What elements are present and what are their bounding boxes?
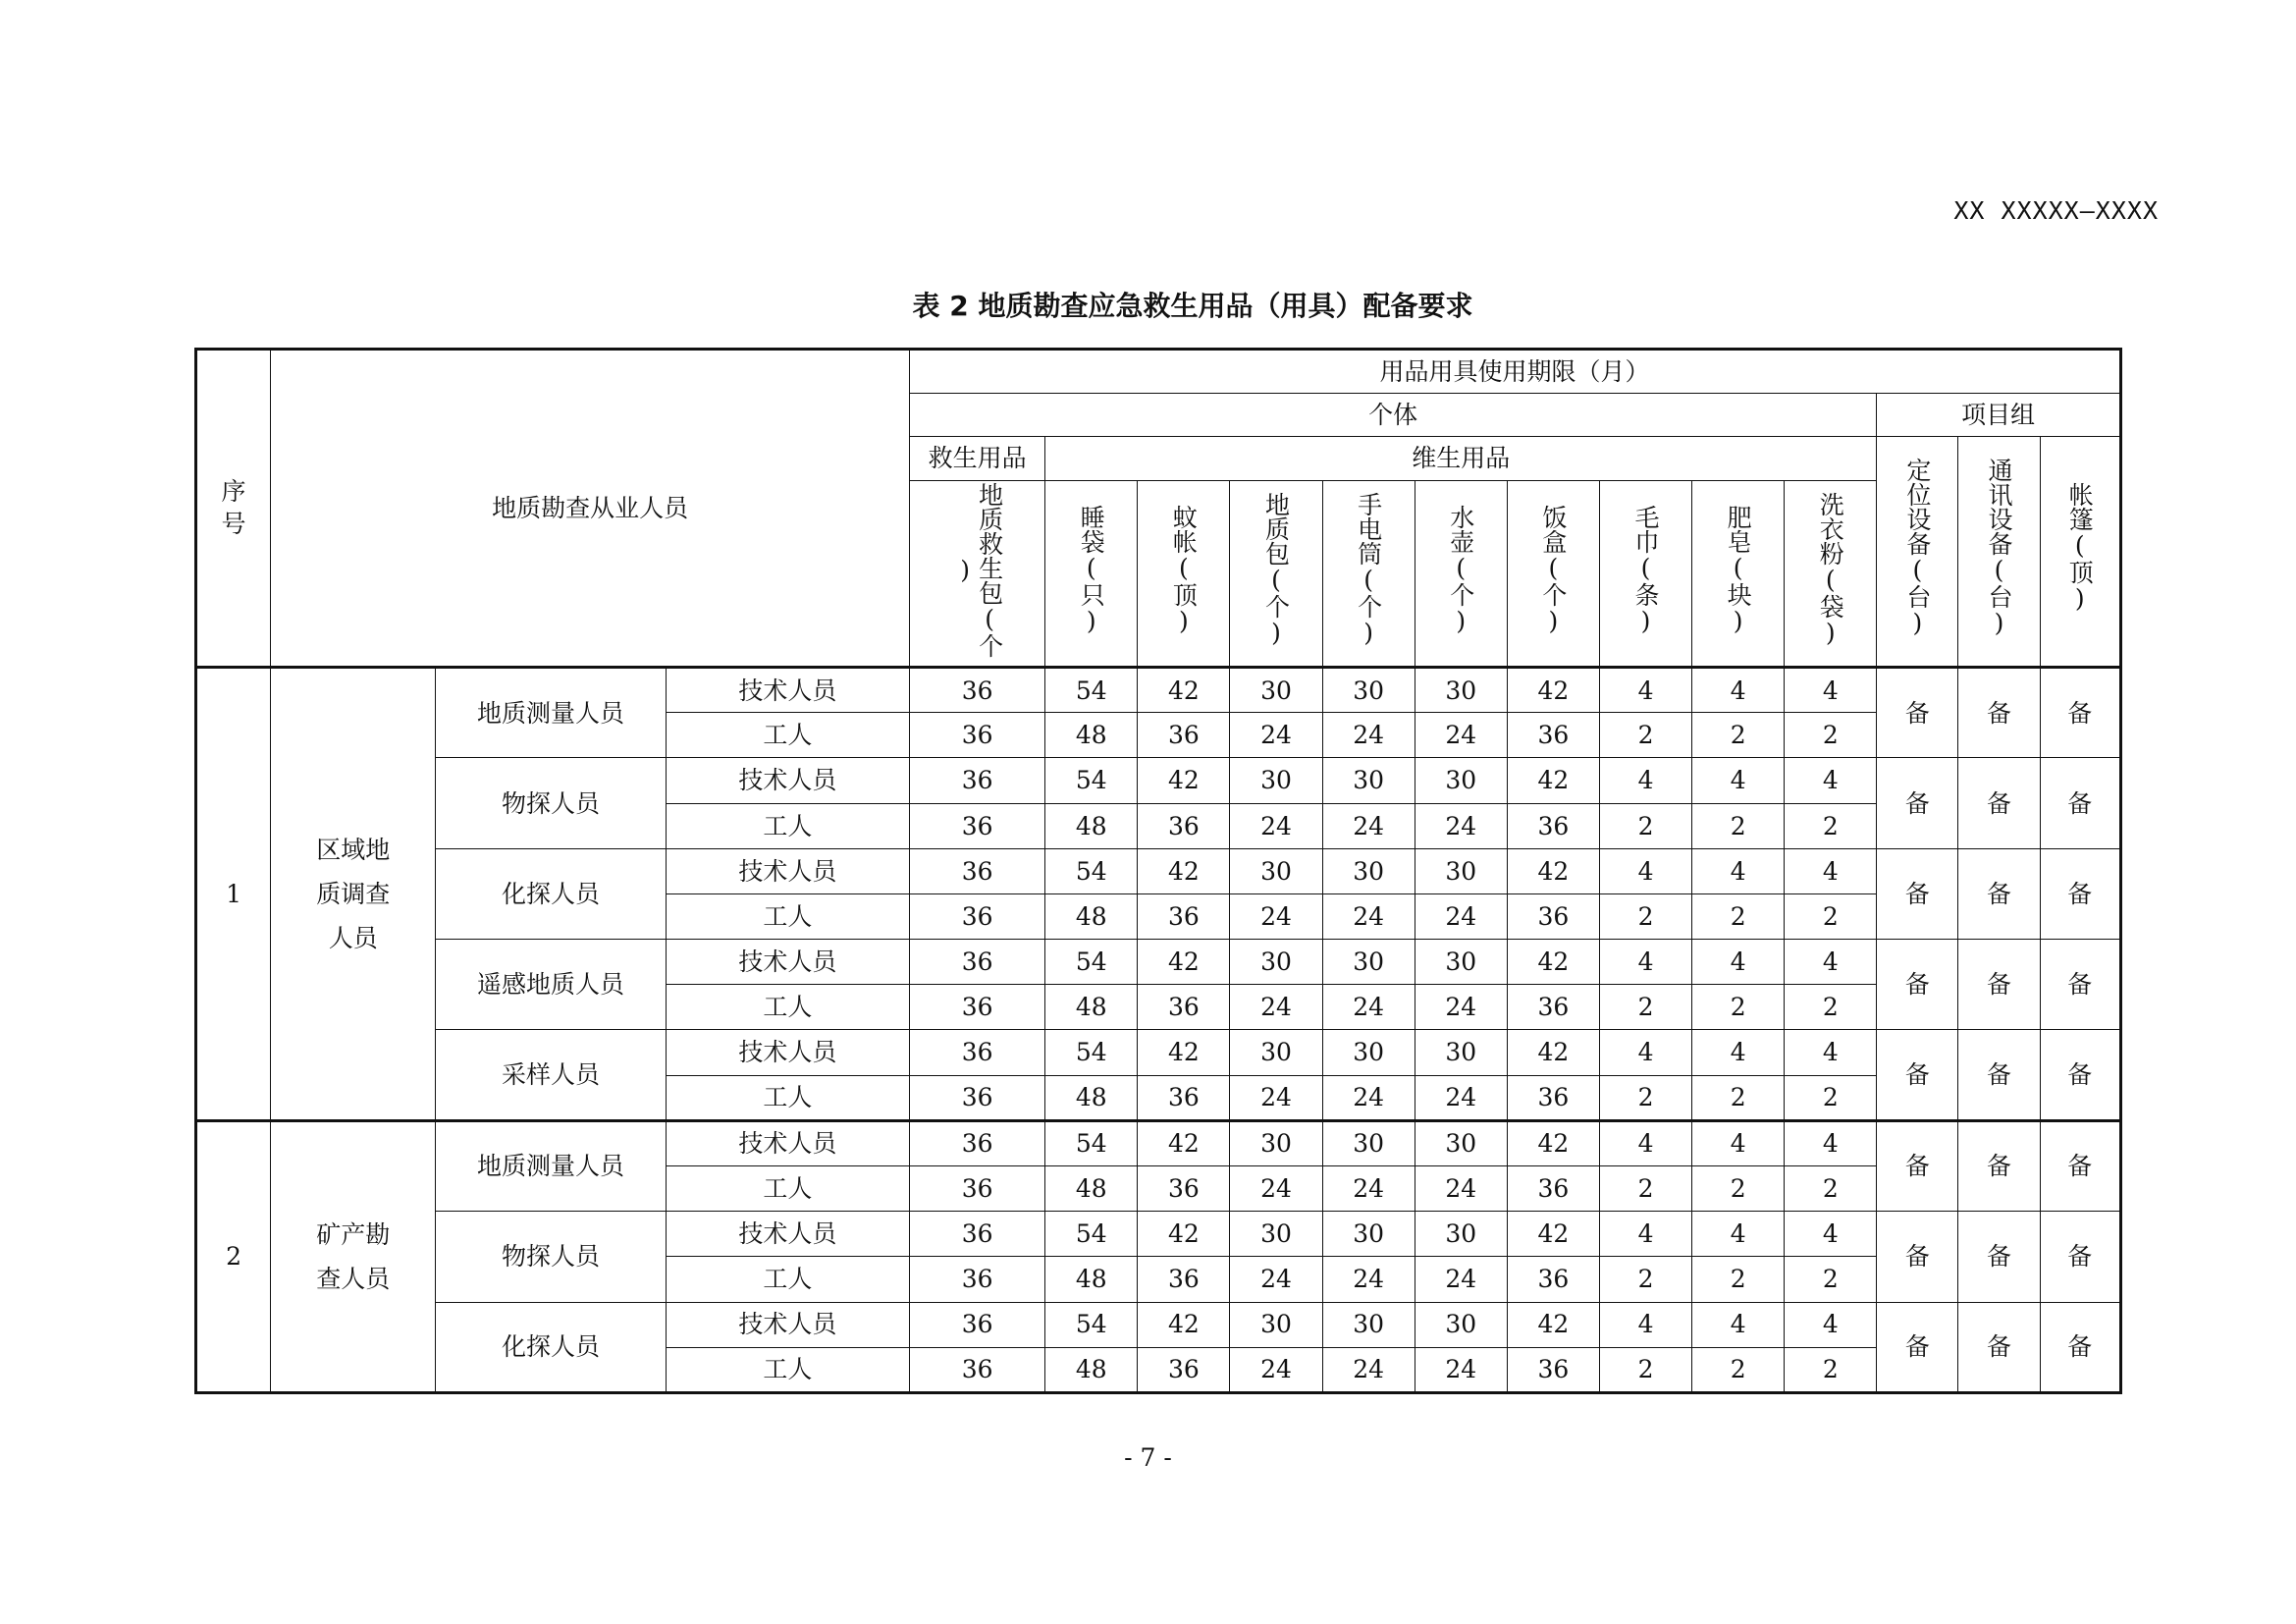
subgroup-cell: 化探人员 [436,1302,666,1392]
value-cell: 30 [1322,1030,1415,1075]
value-cell: 30 [1322,1212,1415,1257]
value-cell: 24 [1230,893,1322,939]
page-number: - 7 - [1124,1443,1172,1472]
value-cell: 4 [1599,1212,1691,1257]
item-header-unit: 台 [1902,584,1932,610]
value-cell: 42 [1507,940,1599,985]
role-cell: 技术人员 [666,1302,909,1347]
item-header-sleeping-bag: 睡袋(只) [1045,480,1138,667]
value-cell: 36 [1507,713,1599,758]
value-cell: 4 [1599,1120,1691,1165]
value-cell: 24 [1230,713,1322,758]
value-cell: 4 [1599,758,1691,803]
value-cell: 2 [1785,1347,1877,1392]
value-cell: 36 [910,1166,1045,1212]
item-header-lunch-box: 饭盒(个) [1507,480,1599,667]
role-cell: 工人 [666,803,909,848]
item-header-label: 通讯设备 [1985,458,2013,557]
value-cell: 42 [1507,848,1599,893]
value-cell: 4 [1599,940,1691,985]
value-cell: 4 [1692,940,1785,985]
team-equipment-cell: 备 [1958,758,2040,848]
role-cell: 技术人员 [666,1030,909,1075]
value-cell: 30 [1322,1302,1415,1347]
value-cell: 24 [1230,1166,1322,1212]
value-cell: 36 [910,1075,1045,1120]
value-cell: 4 [1785,1120,1877,1165]
role-cell: 技术人员 [666,668,909,713]
value-cell: 36 [1138,1166,1230,1212]
value-cell: 4 [1785,1302,1877,1347]
item-header-label: 洗衣粉 [1816,492,1845,567]
table-caption: 表 2 地质勘查应急救生用品（用具）配备要求 [912,290,1473,322]
team-equipment-cell: 备 [2040,848,2120,939]
value-cell: 42 [1507,1302,1599,1347]
value-cell: 36 [1507,985,1599,1030]
category-cell [271,1120,436,1392]
value-cell: 30 [1322,758,1415,803]
value-cell: 48 [1045,713,1138,758]
rescue-header: 救生用品 [910,437,1045,481]
value-cell: 2 [1599,985,1691,1030]
value-cell: 24 [1322,893,1415,939]
item-header-water-bottle: 水壶(个) [1415,480,1507,667]
role-cell: 工人 [666,1166,909,1212]
value-cell: 24 [1230,1075,1322,1120]
value-cell: 2 [1599,713,1691,758]
value-cell: 4 [1785,1212,1877,1257]
item-header-flashlight: 手电筒(个) [1322,480,1415,667]
role-cell: 工人 [666,1347,909,1392]
item-header-label: 睡袋 [1077,504,1106,554]
value-cell: 30 [1230,1030,1322,1075]
table-row [196,1212,2121,1257]
value-cell: 36 [1138,893,1230,939]
value-cell: 42 [1138,668,1230,713]
item-header-unit: 条 [1631,581,1661,607]
team-equipment-cell: 备 [2040,1212,2120,1302]
period-header: 用品用具使用期限（月） [910,350,2121,394]
item-header-geology-bag: 地质包(个) [1230,480,1322,667]
team-equipment-cell: 备 [1958,1120,2040,1211]
value-cell: 2 [1785,1166,1877,1212]
value-cell: 2 [1785,1257,1877,1302]
value-cell: 36 [1138,803,1230,848]
value-cell: 24 [1322,1347,1415,1392]
team-equipment-cell: 备 [1958,1030,2040,1120]
value-cell: 24 [1322,1257,1415,1302]
document-code: XX XXXXX—XXXX [1953,196,2159,225]
personnel-header: 地质勘查从业人员 [271,350,910,668]
value-cell: 24 [1322,713,1415,758]
item-header-unit: 顶 [2065,560,2095,585]
value-cell: 30 [1230,848,1322,893]
value-cell: 4 [1599,1302,1691,1347]
item-header-positioning: 定位设备(台) [1877,437,1958,668]
value-cell: 24 [1230,1347,1322,1392]
value-cell: 48 [1045,985,1138,1030]
value-cell: 2 [1692,713,1785,758]
value-cell: 4 [1785,940,1877,985]
value-cell: 30 [1230,1120,1322,1165]
team-equipment-cell: 备 [1877,848,1958,939]
value-cell: 42 [1138,1212,1230,1257]
table-row [196,1030,2121,1075]
value-cell: 42 [1138,1030,1230,1075]
equipment-requirements-table [194,348,2122,1394]
value-cell: 2 [1785,1075,1877,1120]
value-cell: 24 [1230,1257,1322,1302]
value-cell: 2 [1599,1347,1691,1392]
item-header-label: 手电筒 [1354,492,1383,567]
value-cell: 2 [1599,1257,1691,1302]
value-cell: 42 [1138,848,1230,893]
category-label: 区域地质调查人员 [316,835,391,952]
item-header-unit: 个 [1354,594,1383,620]
value-cell: 48 [1045,1257,1138,1302]
value-cell: 48 [1045,1075,1138,1120]
value-cell: 2 [1692,1166,1785,1212]
value-cell: 30 [1230,1212,1322,1257]
value-cell: 4 [1785,668,1877,713]
item-header-unit: 个 [1261,594,1291,620]
team-equipment-cell: 备 [1877,668,1958,758]
role-cell: 技术人员 [666,1120,909,1165]
team-equipment-cell: 备 [1877,1120,1958,1211]
value-cell: 30 [1415,1120,1507,1165]
item-header-unit: 只 [1077,581,1106,607]
value-cell: 36 [910,1302,1045,1347]
table-row [196,940,2121,985]
value-cell: 24 [1415,1166,1507,1212]
item-header-mosquito-net: 蚊帐(顶) [1138,480,1230,667]
value-cell: 2 [1599,1075,1691,1120]
role-cell: 工人 [666,985,909,1030]
value-cell: 24 [1415,1257,1507,1302]
role-cell: 技术人员 [666,940,909,985]
item-header-tent: 帐篷(顶) [2040,437,2120,668]
value-cell: 36 [910,758,1045,803]
value-cell: 4 [1692,758,1785,803]
value-cell: 36 [1138,985,1230,1030]
value-cell: 42 [1507,1030,1599,1075]
value-cell: 36 [910,1257,1045,1302]
value-cell: 4 [1599,668,1691,713]
value-cell: 4 [1599,1030,1691,1075]
team-equipment-cell: 备 [1877,758,1958,848]
role-cell: 技术人员 [666,1212,909,1257]
subgroup-cell: 采样人员 [436,1030,666,1120]
team-equipment-cell: 备 [2040,668,2120,758]
seq-cell: 2 [196,1120,271,1392]
value-cell: 36 [910,1212,1045,1257]
value-cell: 30 [1415,940,1507,985]
value-cell: 54 [1045,1302,1138,1347]
table-row [196,1120,2121,1165]
item-header-label: 蚊帐 [1169,504,1199,554]
team-equipment-cell: 备 [1958,940,2040,1030]
value-cell: 24 [1322,1166,1415,1212]
value-cell: 54 [1045,1030,1138,1075]
value-cell: 2 [1785,893,1877,939]
value-cell: 4 [1692,668,1785,713]
item-header-soap: 肥皂(块) [1692,480,1785,667]
seq-header: 序号 [196,350,271,668]
item-header-label: 饭盒 [1538,504,1568,554]
value-cell: 36 [910,668,1045,713]
item-header-label: 帐篷 [2065,482,2095,532]
role-cell: 工人 [666,713,909,758]
value-cell: 2 [1692,1075,1785,1120]
seq-cell: 1 [196,668,271,1121]
value-cell: 42 [1138,1120,1230,1165]
team-equipment-cell: 备 [2040,1120,2120,1211]
value-cell: 24 [1322,803,1415,848]
subgroup-cell: 地质测量人员 [436,1120,666,1211]
team-equipment-cell: 备 [1877,940,1958,1030]
item-header-label: 毛巾 [1631,504,1661,554]
value-cell: 2 [1692,985,1785,1030]
subgroup-cell: 遥感地质人员 [436,940,666,1030]
table-row [196,668,2121,713]
value-cell: 36 [1138,1257,1230,1302]
value-cell: 2 [1692,803,1785,848]
value-cell: 24 [1230,985,1322,1030]
value-cell: 42 [1507,1120,1599,1165]
value-cell: 54 [1045,758,1138,803]
team-equipment-cell: 备 [1877,1212,1958,1302]
team-equipment-cell: 备 [2040,940,2120,1030]
value-cell: 2 [1785,803,1877,848]
value-cell: 2 [1692,1257,1785,1302]
value-cell: 36 [910,1347,1045,1392]
value-cell: 36 [910,848,1045,893]
value-cell: 24 [1415,803,1507,848]
item-header-unit: 个 [975,632,1004,658]
value-cell: 36 [910,893,1045,939]
table-row [196,848,2121,893]
value-cell: 54 [1045,1212,1138,1257]
team-equipment-cell: 备 [1958,1302,2040,1392]
value-cell: 36 [1138,713,1230,758]
value-cell: 2 [1692,893,1785,939]
team-equipment-cell: 备 [1958,668,2040,758]
value-cell: 24 [1415,985,1507,1030]
value-cell: 30 [1322,1120,1415,1165]
value-cell: 30 [1415,1212,1507,1257]
item-header-unit: 个 [1446,581,1475,607]
item-header-label: 地质救生包 [975,481,1004,605]
value-cell: 24 [1415,893,1507,939]
team-equipment-cell: 备 [2040,1030,2120,1120]
value-cell: 4 [1785,1030,1877,1075]
value-cell: 24 [1415,713,1507,758]
value-cell: 36 [910,1030,1045,1075]
value-cell: 30 [1322,848,1415,893]
value-cell: 36 [1507,1257,1599,1302]
value-cell: 42 [1138,758,1230,803]
survival-header: 维生用品 [1045,437,1877,481]
value-cell: 2 [1599,1166,1691,1212]
role-cell: 工人 [666,893,909,939]
value-cell: 48 [1045,1166,1138,1212]
category-label: 矿产勘查人员 [316,1219,391,1293]
value-cell: 24 [1322,985,1415,1030]
value-cell: 2 [1599,893,1691,939]
value-cell: 36 [1507,803,1599,848]
value-cell: 42 [1507,1212,1599,1257]
item-header-unit: 顶 [1169,581,1199,607]
value-cell: 24 [1415,1347,1507,1392]
item-header-label: 水壶 [1446,504,1475,554]
table-row [196,758,2121,803]
category-cell [271,668,436,1121]
value-cell: 30 [1415,758,1507,803]
value-cell: 4 [1692,1120,1785,1165]
project-group-header: 项目组 [1877,393,2121,437]
value-cell: 36 [1138,1347,1230,1392]
value-cell: 4 [1785,758,1877,803]
value-cell: 30 [1415,1030,1507,1075]
item-header-unit: 块 [1724,581,1753,607]
value-cell: 42 [1507,668,1599,713]
team-equipment-cell: 备 [1877,1302,1958,1392]
value-cell: 30 [1415,1302,1507,1347]
value-cell: 2 [1599,803,1691,848]
value-cell: 48 [1045,803,1138,848]
value-cell: 4 [1785,848,1877,893]
value-cell: 2 [1785,713,1877,758]
value-cell: 30 [1415,668,1507,713]
item-header-detergent: 洗衣粉(袋) [1785,480,1877,667]
subgroup-cell: 物探人员 [436,758,666,848]
value-cell: 36 [1507,1075,1599,1120]
subgroup-cell: 地质测量人员 [436,668,666,758]
item-header-communication: 通讯设备(台) [1958,437,2040,668]
team-equipment-cell: 备 [1877,1030,1958,1120]
role-cell: 工人 [666,1075,909,1120]
value-cell: 36 [910,940,1045,985]
value-cell: 54 [1045,940,1138,985]
value-cell: 42 [1138,940,1230,985]
subgroup-cell: 物探人员 [436,1212,666,1302]
value-cell: 4 [1692,1030,1785,1075]
value-cell: 36 [1138,1075,1230,1120]
value-cell: 36 [910,713,1045,758]
value-cell: 36 [910,985,1045,1030]
value-cell: 36 [910,1120,1045,1165]
value-cell: 54 [1045,848,1138,893]
value-cell: 54 [1045,1120,1138,1165]
item-header-label: 定位设备 [1902,458,1932,557]
value-cell: 24 [1230,803,1322,848]
value-cell: 24 [1322,1075,1415,1120]
value-cell: 30 [1230,1302,1322,1347]
individual-header: 个体 [910,393,1877,437]
value-cell: 30 [1322,668,1415,713]
value-cell: 36 [1507,1166,1599,1212]
value-cell: 36 [1507,1347,1599,1392]
role-cell: 技术人员 [666,848,909,893]
item-header-unit: 台 [1985,584,2013,610]
value-cell: 42 [1507,758,1599,803]
team-equipment-cell: 备 [1958,848,2040,939]
value-cell: 30 [1415,848,1507,893]
subgroup-cell: 化探人员 [436,848,666,939]
role-cell: 技术人员 [666,758,909,803]
value-cell: 30 [1322,940,1415,985]
item-header-unit: 袋 [1816,594,1845,620]
value-cell: 4 [1692,1302,1785,1347]
value-cell: 54 [1045,668,1138,713]
value-cell: 48 [1045,1347,1138,1392]
value-cell: 24 [1415,1075,1507,1120]
team-equipment-cell: 备 [2040,1302,2120,1392]
value-cell: 36 [910,803,1045,848]
value-cell: 48 [1045,893,1138,939]
value-cell: 2 [1692,1347,1785,1392]
value-cell: 30 [1230,940,1322,985]
value-cell: 2 [1785,985,1877,1030]
team-equipment-cell: 备 [1958,1212,2040,1302]
item-header-towel: 毛巾(条) [1599,480,1691,667]
item-header-label: 地质包 [1261,492,1291,567]
value-cell: 4 [1692,848,1785,893]
value-cell: 30 [1230,668,1322,713]
value-cell: 30 [1230,758,1322,803]
role-cell: 工人 [666,1257,909,1302]
item-header-rescue-pack: 地质救生包(个) [910,480,1045,667]
value-cell: 4 [1692,1212,1785,1257]
team-equipment-cell: 备 [2040,758,2120,848]
value-cell: 4 [1599,848,1691,893]
item-header-unit: 个 [1538,581,1568,607]
item-header-label: 肥皂 [1724,504,1753,554]
table-row [196,1302,2121,1347]
value-cell: 36 [1507,893,1599,939]
value-cell: 42 [1138,1302,1230,1347]
